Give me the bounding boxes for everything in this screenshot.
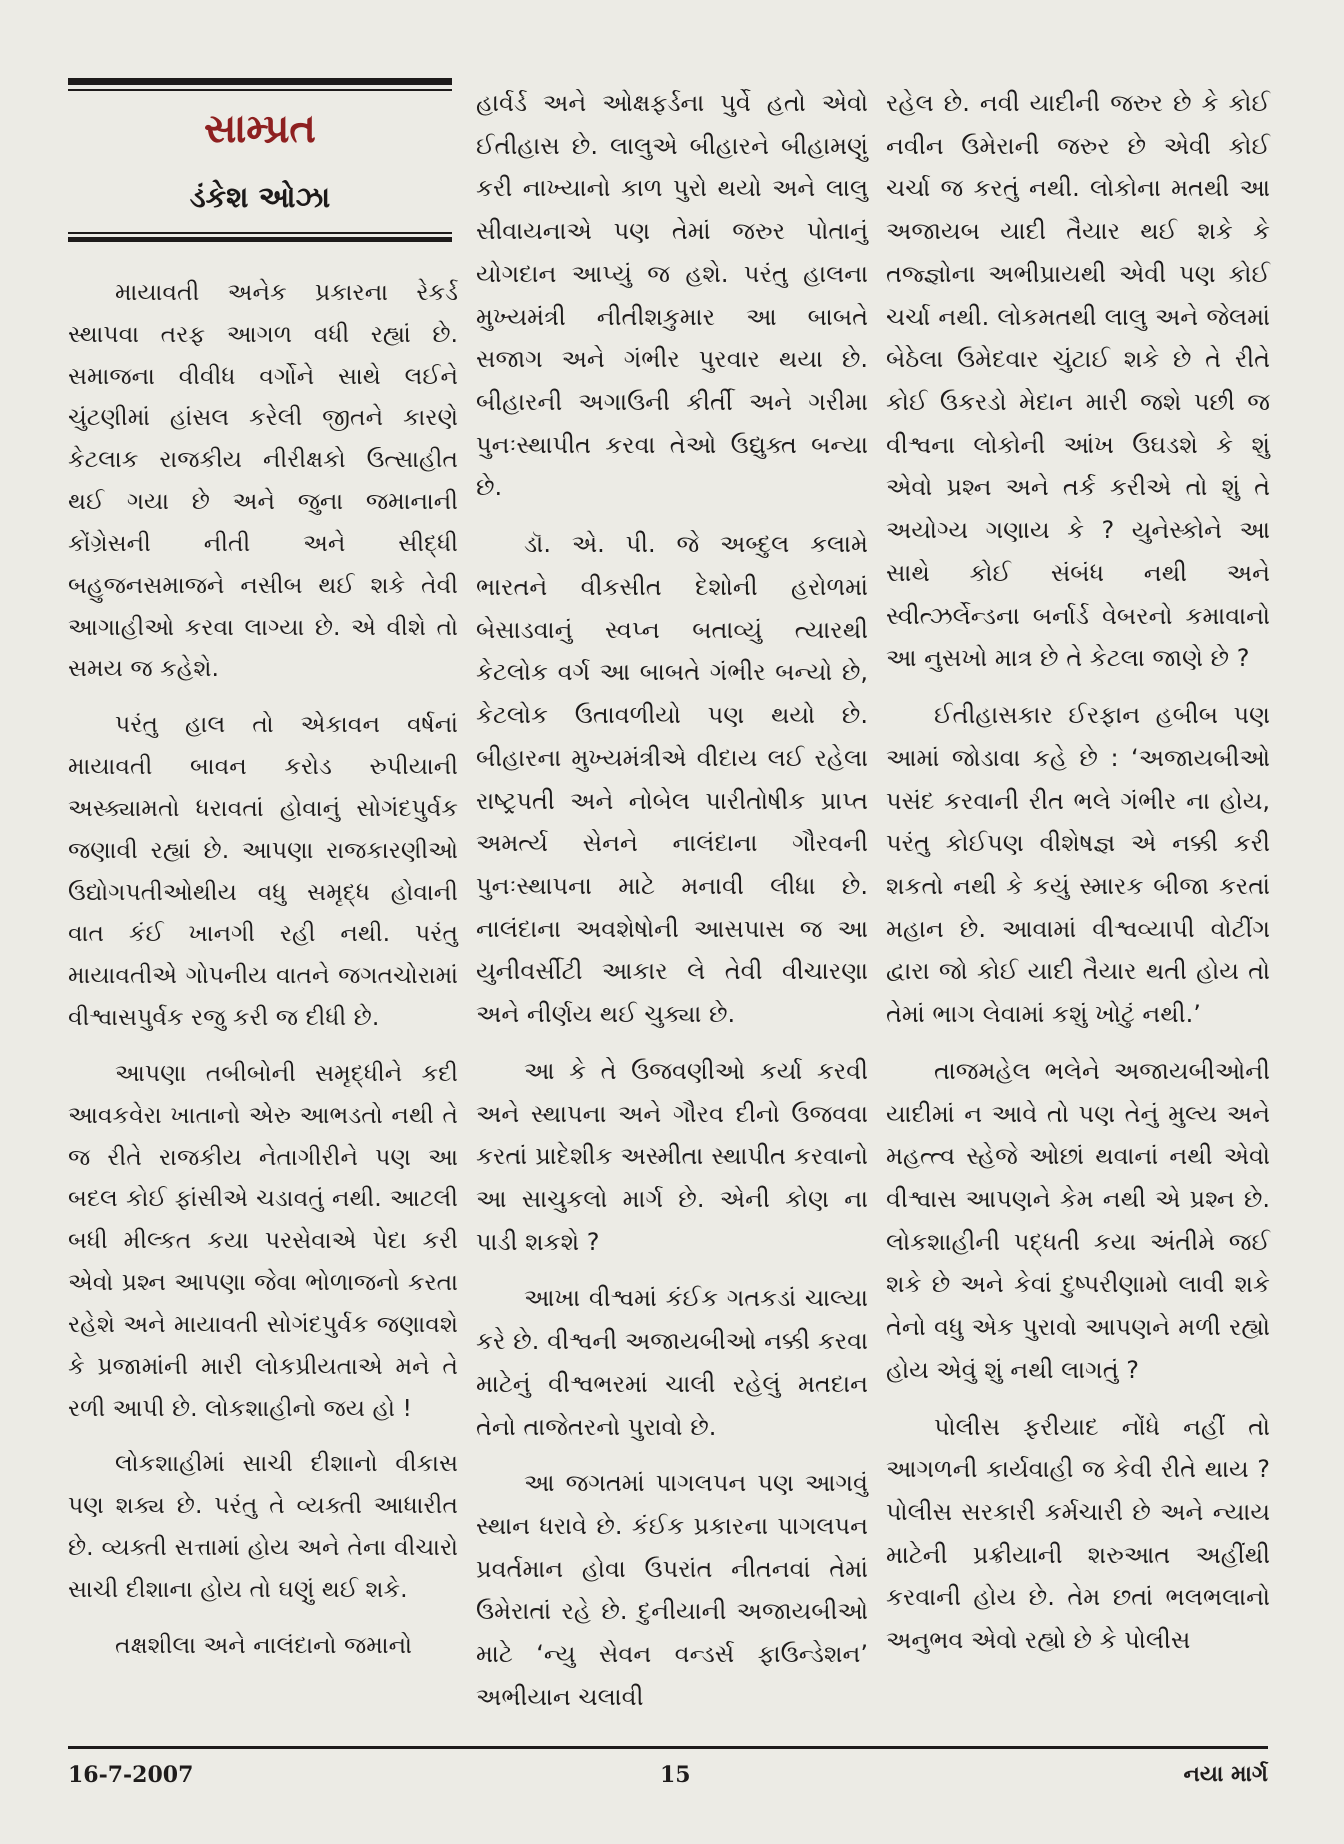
footer-date: 16-7-2007 — [68, 1762, 194, 1788]
paragraph: પરંતુ હાલ તો એકાવન વર્ષનાં માયાવતી બાવન કરોડ રુપીયાની અસ્ક્યામતો ધરાવતાં હોવાનું સોગંદપુર્વક જણાવી રહ્યાં છે. આપણા રાજકારણીઓ ઉદ્યોગપતીઓથીય વધુ સમૃદ્ધ હોવાની વાત કંઈ ખાનગી રહી નથી. પરંતુ માયાવતીએ ગોપનીય વાતને જગતચોરામાં વીશ્વાસપુર્વક રજુ કરી જ દીધી છે. — [68, 710, 458, 1032]
text-column-2 — [476, 82, 868, 1719]
text-column-1 — [68, 272, 458, 1667]
magazine-name: નયા માર્ગ — [1183, 1762, 1268, 1787]
footer-rule — [68, 1746, 1268, 1749]
paragraph: ઈતીહાસકાર ઈરફાન હબીબ પણ આમાં જોડાવા કહે છે : ‘અજાયબીઓ પસંદ કરવાની રીત ભલે ગંભીર ના હોય, પરંતુ કોઈપણ વીશેષજ્ઞ એ નક્કી કરી શકતો નથી કે કયું સ્મારક બીજા કરતાં મહાન છે. આવામાં વીશ્વવ્યાપી વોટીંગ દ્વારા જો કોઈ યાદી તૈયાર થતી હોય તો તેમાં ભાગ લેવામાં કશું ખોટું નથી.’ — [886, 701, 1270, 1029]
paragraph: માયાવતી અનેક પ્રકારના રેકર્ડ સ્થાપવા તરફ આગળ વધી રહ્યાં છે. સમાજના વીવીધ વર્ગોને સાથે લઈને ચુંટણીમાં હાંસલ કરેલી જીતને કારણે કેટલાક રાજકીય નીરીક્ષકો ઉત્સાહીત થઈ ગયા છે અને જુના જમાનાની કોંગ્રેસની નીતી અને સીદ્ધી બહુજનસમાજને નસીબ થઈ શકે તેવી આગાહીઓ કરવા લાગ્યા છે. એ વીશે તો સમય જ કહેશે. — [68, 278, 458, 683]
author-name: ડંકેશ ઓઝા — [189, 180, 331, 214]
paragraph: આ કે તે ઉજવણીઓ કર્યા કરવી અને સ્થાપના અને ગૌરવ દીનો ઉજવવા કરતાં પ્રાદેશીક અસ્મીતા સ્થાપીત કરવાનો આ સાચુકલો માર્ગ છે. એની કોણ ના પાડી શકશે ? — [476, 1056, 868, 1256]
text-column-3 — [886, 82, 1270, 1662]
paragraph: લોકશાહીમાં સાચી દીશાનો વીકાસ પણ શક્ય છે. પરંતુ તે વ્યક્તી આધારીત છે. વ્યક્તી સત્તામાં હોય અને તેના વીચારો સાચી દીશાના હોય તો ઘણું થઈ શકે. — [68, 1449, 458, 1603]
paragraph: હાર્વર્ડ અને ઓક્ષફર્ડના પુર્વે હતો એવો ઈતીહાસ છે. લાલુએ બીહારને બીહામણું કરી નાખ્યાનો કાળ પુરો થયો અને લાલુ સીવાયનાએ પણ તેમાં જરુર પોતાનું યોગદાન આપ્યું જ હશે. પરંતુ હાલના મુખ્યમંત્રી નીતીશકુમાર આ બાબતે સજાગ અને ગંભીર પુરવાર થયા છે. બીહારની અગાઉની કીર્તી અને ગરીમા પુનઃસ્થાપીત કરવા તેઓ ઉદ્યુક્ત બન્યા છે. — [476, 89, 868, 502]
paragraph: પોલીસ ફરીયાદ નોંધે નહીં તો આગળની કાર્યવાહી જ કેવી રીતે થાય ? પોલીસ સરકારી કર્મચારી છે અને ન્યાય માટેની પ્રક્રીયાની શરુઆત અહીંથી કરવાની હોય છે. તેમ છતાં ભલભલાનો અનુભવ એવો રહ્યો છે કે પોલીસ — [886, 1412, 1270, 1655]
header-rule-thin — [68, 232, 452, 234]
header-rule — [68, 237, 452, 242]
paragraph: તક્ષશીલા અને નાલંદાનો જમાનો — [115, 1630, 412, 1659]
paragraph: આપણા તબીબોની સમૃદ્ધીને કદી આવકવેરા ખાતાનો એરુ આભડતો નથી તે જ રીતે રાજકીય નેતાગીરીને પણ આ બદલ કોઈ ફાંસીએ ચડાવતું નથી. આટલી બધી મીલ્કત કયા પરસેવાએ પેદા કરી એવો પ્રશ્ન આપણા જેવા ભોળાજનો કરતા રહેશે અને માયાવતી સોગંદપુર્વક જણાવશે કે પ્રજામાંની મારી લોકપ્રીયતાએ મને તે રળી આપી છે. લોકશાહીનો જય હો ! — [68, 1058, 458, 1422]
paragraph: તાજમહેલ ભલેને અજાયબીઓની યાદીમાં ન આવે તો પણ તેનું મુલ્ય અને મહત્ત્વ સ્હેજે ઓછાં થવાનાં નથી એવો વીશ્વાસ આપણને કેમ નથી એ પ્રશ્ન છે. લોકશાહીની પદ્ધતી કયા અંતીમે જઈ શકે છે અને કેવાં દુષ્પરીણામો લાવી શકે તેનો વધુ એક પુરાવો આપણને મળી રહ્યો હોય એવું શું નથી લાગતું ? — [886, 1056, 1270, 1384]
paragraph: રહેલ છે. નવી યાદીની જરુર છે કે કોઈ નવીન ઉમેરાની જરુર છે એવી કોઈ ચર્ચા જ કરતું નથી. લોકોના મતથી આ અજાયબ યાદી તૈયાર થઈ શકે કે તજ્જ્ઞોના અભીપ્રાયથી એવી પણ કોઈ ચર્ચા નથી. લોકમતથી લાલુ અને જેલમાં બેઠેલા ઉમેદવાર ચુંટાઈ શકે છે તે રીતે કોઈ ઉકરડો મેદાન મારી જશે પછી જ વીશ્વના લોકોની આંખ ઉઘડશે કે શું એવો પ્રશ્ન અને તર્ક કરીએ તો શું તે અયોગ્ય ગણાય કે ? યુનેસ્કોને આ સાથે કોઈ સંબંધ નથી અને સ્વીત્ઝર્લેન્ડના બર્નાર્ડ વેબરનો કમાવાનો આ નુસખો માત્ર છે તે કેટલા જાણે છે ? — [886, 89, 1270, 673]
page-number: 15 — [660, 1762, 691, 1788]
top-rule — [68, 78, 452, 85]
top-rule-thin — [68, 89, 452, 91]
paragraph: આખા વીશ્વમાં કંઈક ગતકડાં ચાલ્યા કરે છે. વીશ્વની અજાયબીઓ નક્કી કરવા માટેનું વીશ્વભરમાં ચાલી રહેલું મતદાન તેનો તાજેતરનો પુરાવો છે. — [476, 1284, 868, 1441]
paragraph: ડૉ. એ. પી. જે અબ્દુલ કલામે ભારતને વીકસીત દેશોની હરોળમાં બેસાડવાનું સ્વપ્ન બતાવ્યું ત્યારથી કેટલોક વર્ગ આ બાબતે ગંભીર બન્યો છે, કેટલોક ઉતાવળીયો પણ થયો છે. બીહારના મુખ્યમંત્રીએ વીદાય લઈ રહેલા રાષ્ટ્રપતી અને નોબેલ પારીતોષીક પ્રાપ્ત અમર્ત્ય સેનને નાલંદાના ગૌરવની પુનઃસ્થાપના માટે મનાવી લીધા છે. નાલંદાના અવશેષોની આસપાસ જ આ યુનીવર્સીટી આકાર લે તેવી વીચારણા અને નીર્ણય થઈ ચુક્યા છે. — [476, 530, 868, 1029]
paragraph: આ જગતમાં પાગલપન પણ આગવું સ્થાન ધરાવે છે. કંઈક પ્રકારના પાગલપન પ્રવર્તમાન હોવા ઉપરાંત નીતનવાં તેમાં ઉમેરાતાં રહે છે. દુનીયાની અજાયબીઓ માટે ‘ન્યુ સેવન વન્ડર્સ ફાઉન્ડેશન’ અભીયાન ચલાવી — [476, 1469, 868, 1711]
section-title: સામ્પ્રત — [204, 106, 316, 152]
